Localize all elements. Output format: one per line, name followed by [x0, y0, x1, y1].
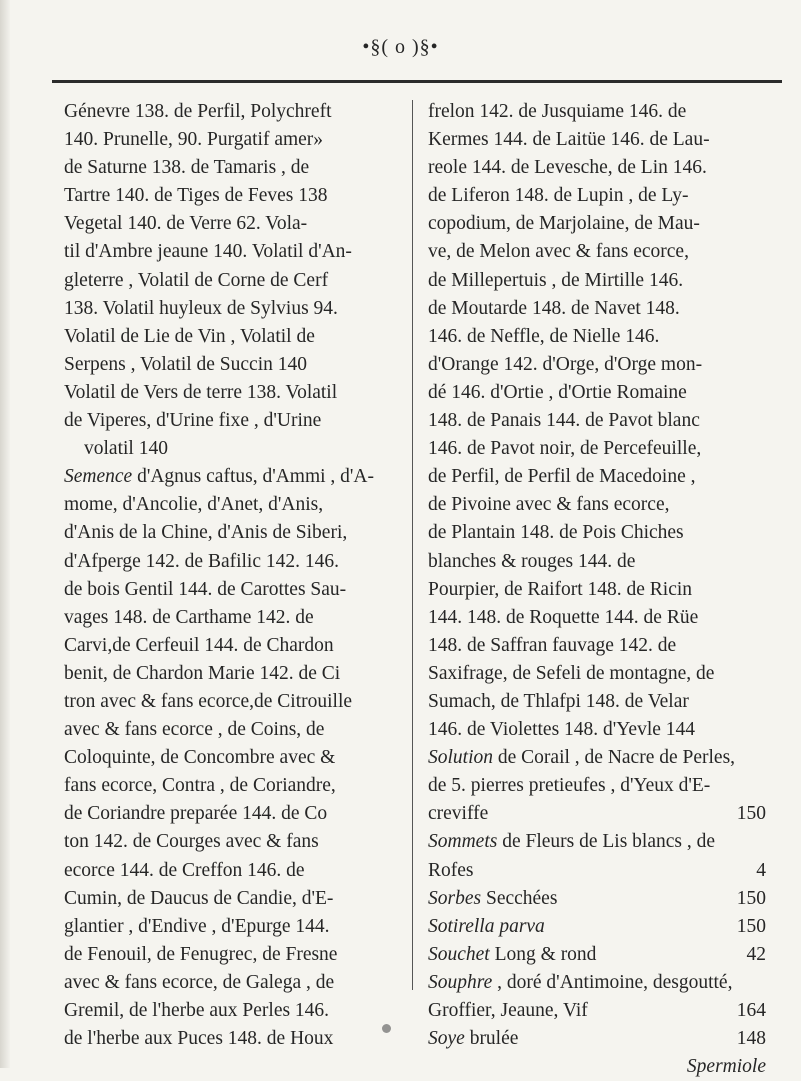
- text-line: avec & fans ecorce , de Coins, de: [64, 719, 325, 741]
- text-line: tron avec & fans ecorce,de Citrouille: [64, 690, 353, 712]
- text-line: Volatil de Lie de Vin , Volatil de: [64, 325, 315, 347]
- text-line: fans ecorce, Contra , de Coriandre,: [64, 775, 336, 797]
- text-line: glantier , d'Endive , d'Epurge 144.: [64, 915, 330, 937]
- text-line: Tartre 140. de Tiges de Feves 138: [64, 185, 328, 207]
- text-line: 146. de Neffle, de Nielle 146.: [428, 325, 660, 347]
- text-line: Groffier, Jeaune, Vif 164: [428, 1000, 766, 1021]
- text-line: blanches & rouges 144. de: [428, 550, 636, 572]
- text-line: ecorce 144. de Creffon 146. de: [64, 859, 305, 881]
- text-line: dé 146. d'Ortie , d'Ortie Romaine: [428, 381, 687, 403]
- text-line: 144. 148. de Roquette 144. de Rüe: [428, 606, 699, 628]
- text-line-sommets: Sommets de Fleurs de Lis blancs , de: [428, 831, 716, 853]
- text-line: de l'herbe aux Puces 148. de Houx: [64, 1028, 334, 1050]
- left-column: [64, 98, 394, 1053]
- text-line: Sumach, de Thlafpi 148. de Velar: [428, 690, 689, 712]
- text-line: gleterre , Volatil de Corne de Cerf: [64, 269, 329, 291]
- text-line: de Fenouil, de Fenugrec, de Fresne: [64, 943, 338, 965]
- text-line: til d'Ambre jeaune 140. Volatil d'An-: [64, 241, 352, 263]
- text-line: de Pivoine avec & fans ecorce,: [428, 494, 670, 516]
- text-line: 148. de Saffran fauvage 142. de: [428, 634, 677, 656]
- text-line: 146. de Pavot noir, de Percefeuille,: [428, 438, 702, 460]
- text-line: de Millepertuis , de Mirtille 146.: [428, 269, 684, 291]
- text-line: frelon 142. de Jusquiame 146. de: [428, 101, 687, 122]
- text-line: Saxifrage, de Sefeli de montagne, de: [428, 662, 715, 684]
- text-line: de bois Gentil 144. de Carottes Sau-: [64, 578, 347, 600]
- text-line: Carvi,de Cerfeuil 144. de Chardon: [64, 634, 334, 656]
- text-line: Coloquinte, de Concombre avec &: [64, 747, 336, 769]
- text-line: Cumin, de Daucus de Candie, d'E-: [64, 887, 334, 909]
- text-line-sorbes: Sorbes Secchées 150: [428, 887, 766, 909]
- text-line: d'Anis de la Chine, d'Anis de Siberi,: [64, 522, 348, 544]
- text-line-souchet: Souchet Long & rond 42: [428, 943, 766, 965]
- page-header-ornament: •§( o )§•: [362, 36, 439, 58]
- text-line: Rofes 4: [428, 859, 766, 881]
- text-line-semence: Semence d'Agnus caftus, d'Ammi , d'A-: [64, 466, 375, 488]
- text-line: 140. Prunelle, 90. Purgatif amer»: [64, 129, 324, 151]
- text-line: Gremil, de l'herbe aux Perles 146.: [64, 1000, 330, 1021]
- text-line: 138. Volatil huyleux de Sylvius 94.: [64, 297, 338, 319]
- text-line: avec & fans ecorce, de Galega , de: [64, 971, 335, 993]
- column-divider: [412, 100, 413, 990]
- text-line: de Moutarde 148. de Navet 148.: [428, 297, 680, 319]
- text-line: volatil 140: [84, 438, 168, 460]
- right-column: [428, 98, 766, 1081]
- text-line: Kermes 144. de Laitüe 146. de Lau-: [428, 129, 710, 151]
- text-line: d'Orange 142. d'Orge, d'Orge mon-: [428, 353, 703, 375]
- text-line: Vegetal 140. de Verre 62. Vola-: [64, 213, 308, 235]
- text-line: de Saturne 138. de Tamaris , de: [64, 157, 310, 179]
- text-line-sotirella: Sotirella parva 150: [428, 915, 766, 937]
- text-line: de Plantain 148. de Pois Chiches: [428, 522, 684, 544]
- text-line: de 5. pierres pretieufes , d'Yeux d'E-: [428, 775, 711, 797]
- text-line: 146. de Violettes 148. d'Yevle 144: [428, 719, 696, 741]
- text-line: copodium, de Marjolaine, de Mau-: [428, 213, 700, 235]
- ink-speck: [382, 1024, 391, 1033]
- text-line: mome, d'Ancolie, d'Anet, d'Anis,: [64, 494, 324, 516]
- text-line: ton 142. de Courges avec & fans: [64, 831, 319, 853]
- text-line-souphre: Souphre , doré d'Antimoine, desgoutté,: [428, 971, 733, 993]
- text-line: 148. de Panais 144. de Pavot blanc: [428, 410, 700, 432]
- text-line: ve, de Melon avec & fans ecorce,: [428, 241, 689, 263]
- text-line: Serpens , Volatil de Succin 140: [64, 353, 308, 375]
- header-rule: [52, 80, 782, 83]
- text-line: de Viperes, d'Urine fixe , d'Urine: [64, 410, 322, 432]
- text-line: benit, de Chardon Marie 142. de Ci: [64, 662, 341, 684]
- text-line: de Coriandre preparée 144. de Co: [64, 803, 328, 825]
- text-line: Volatil de Vers de terre 138. Volatil: [64, 381, 338, 403]
- text-line: reole 144. de Levesche, de Lin 146.: [428, 157, 707, 179]
- text-line: d'Afperge 142. de Bafilic 142. 146.: [64, 550, 340, 572]
- text-line-soye: Soye brulée 148: [428, 1028, 766, 1050]
- text-line: de Perfil, de Perfil de Macedoine ,: [428, 466, 696, 488]
- text-line: Pourpier, de Raifort 148. de Ricin: [428, 578, 693, 600]
- text-line-solution: Solution de Corail , de Nacre de Perles,: [428, 747, 736, 769]
- page-edge-shadow: [0, 0, 10, 1068]
- text-line: de Liferon 148. de Lupin , de Ly-: [428, 185, 689, 207]
- text-line: vages 148. de Carthame 142. de: [64, 606, 314, 628]
- text-line: Génevre 138. de Perfil, Polychreft: [64, 101, 332, 122]
- catchword: Spermiole: [686, 1056, 766, 1078]
- text-line: creviffe 150: [428, 803, 766, 825]
